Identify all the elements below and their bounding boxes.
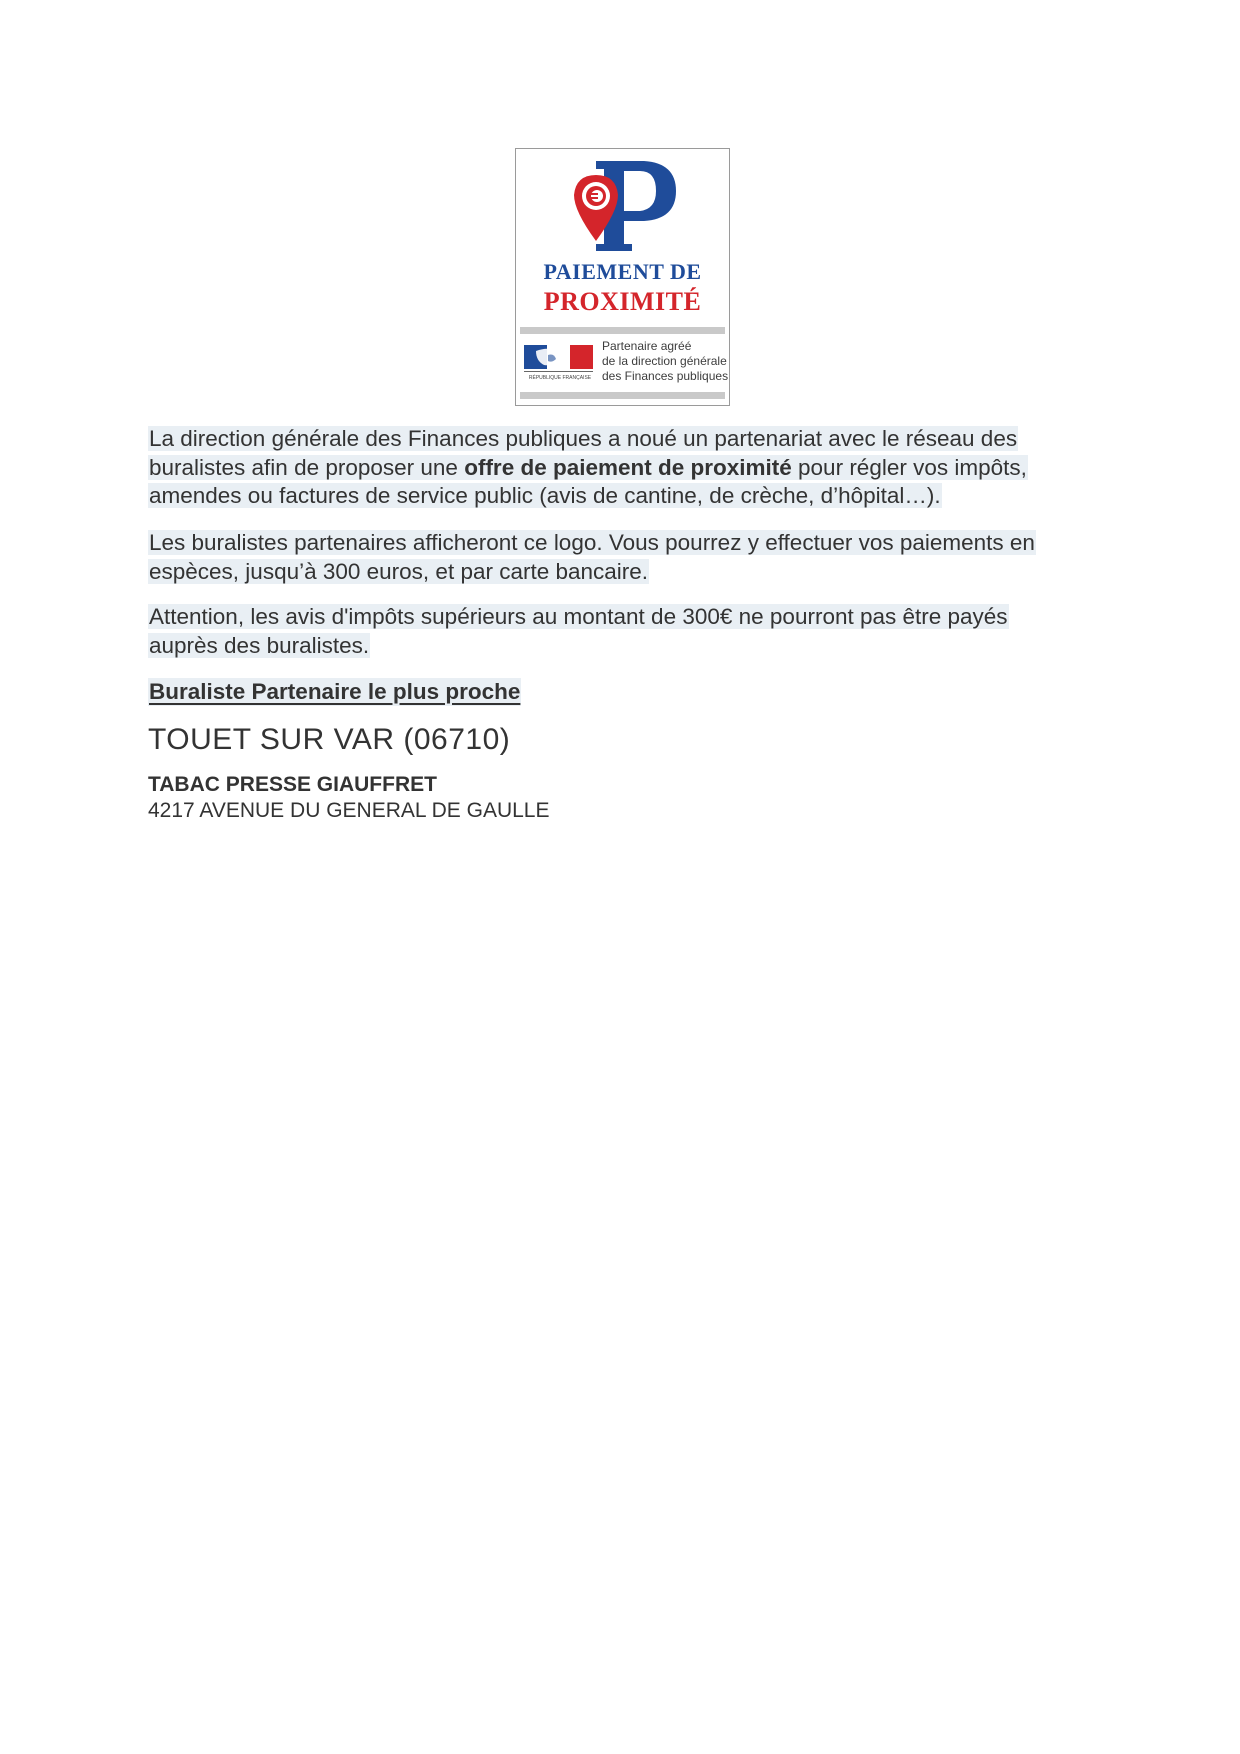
warning-text: Attention, les avis d'impôts supérieurs au montant de 300€ ne pourront pas être payés auprès des buralistes. [149, 604, 1008, 658]
logo-partner-line2: de la direction générale [602, 354, 727, 368]
paiement-proximite-logo [515, 148, 730, 406]
logo-title-line1: PAIEMENT DE [543, 259, 702, 284]
intro-paragraph [148, 425, 1068, 511]
logo-partner-line1: Partenaire agréé [602, 339, 692, 353]
logo-republique-text: RÉPUBLIQUE FRANÇAISE [528, 375, 592, 381]
intro-text-part2: pour régler vos impôts, amendes ou factures de service public (avis de cantine, de crèche, d’hôpital…). [149, 454, 1027, 508]
intro-text-bold: offre de paiement de proximité [464, 454, 792, 480]
logo-note-paragraph [148, 529, 1068, 586]
city-heading: TOUET SUR VAR (06710) [148, 723, 511, 756]
shop-name: TABAC PRESSE GIAUFFRET [148, 773, 437, 796]
logo-partner-text [602, 339, 729, 384]
intro-text-part1: La direction générale des Finances publiques a noué un partenariat avec le réseau des buralistes afin de proposer une [149, 426, 1018, 480]
logo-divider-bottom [520, 392, 725, 399]
logo-partner-line3: des Finances publiques [602, 369, 729, 383]
logo-title-line2: PROXIMITÉ [543, 287, 702, 316]
shop-address: 4217 AVENUE DU GENERAL DE GAULLE [148, 799, 550, 822]
warning-paragraph [148, 603, 1068, 660]
logo-divider-top [520, 327, 725, 334]
logo-note-text: Les buralistes partenaires afficheront ce logo. Vous pourrez y effectuer vos paiements en espèces, jusqu’à 300 euros, et par carte bancaire. [149, 530, 1035, 584]
nearest-partner-heading[interactable]: Buraliste Partenaire le plus proche [149, 679, 521, 704]
p-letter-icon [516, 149, 729, 257]
